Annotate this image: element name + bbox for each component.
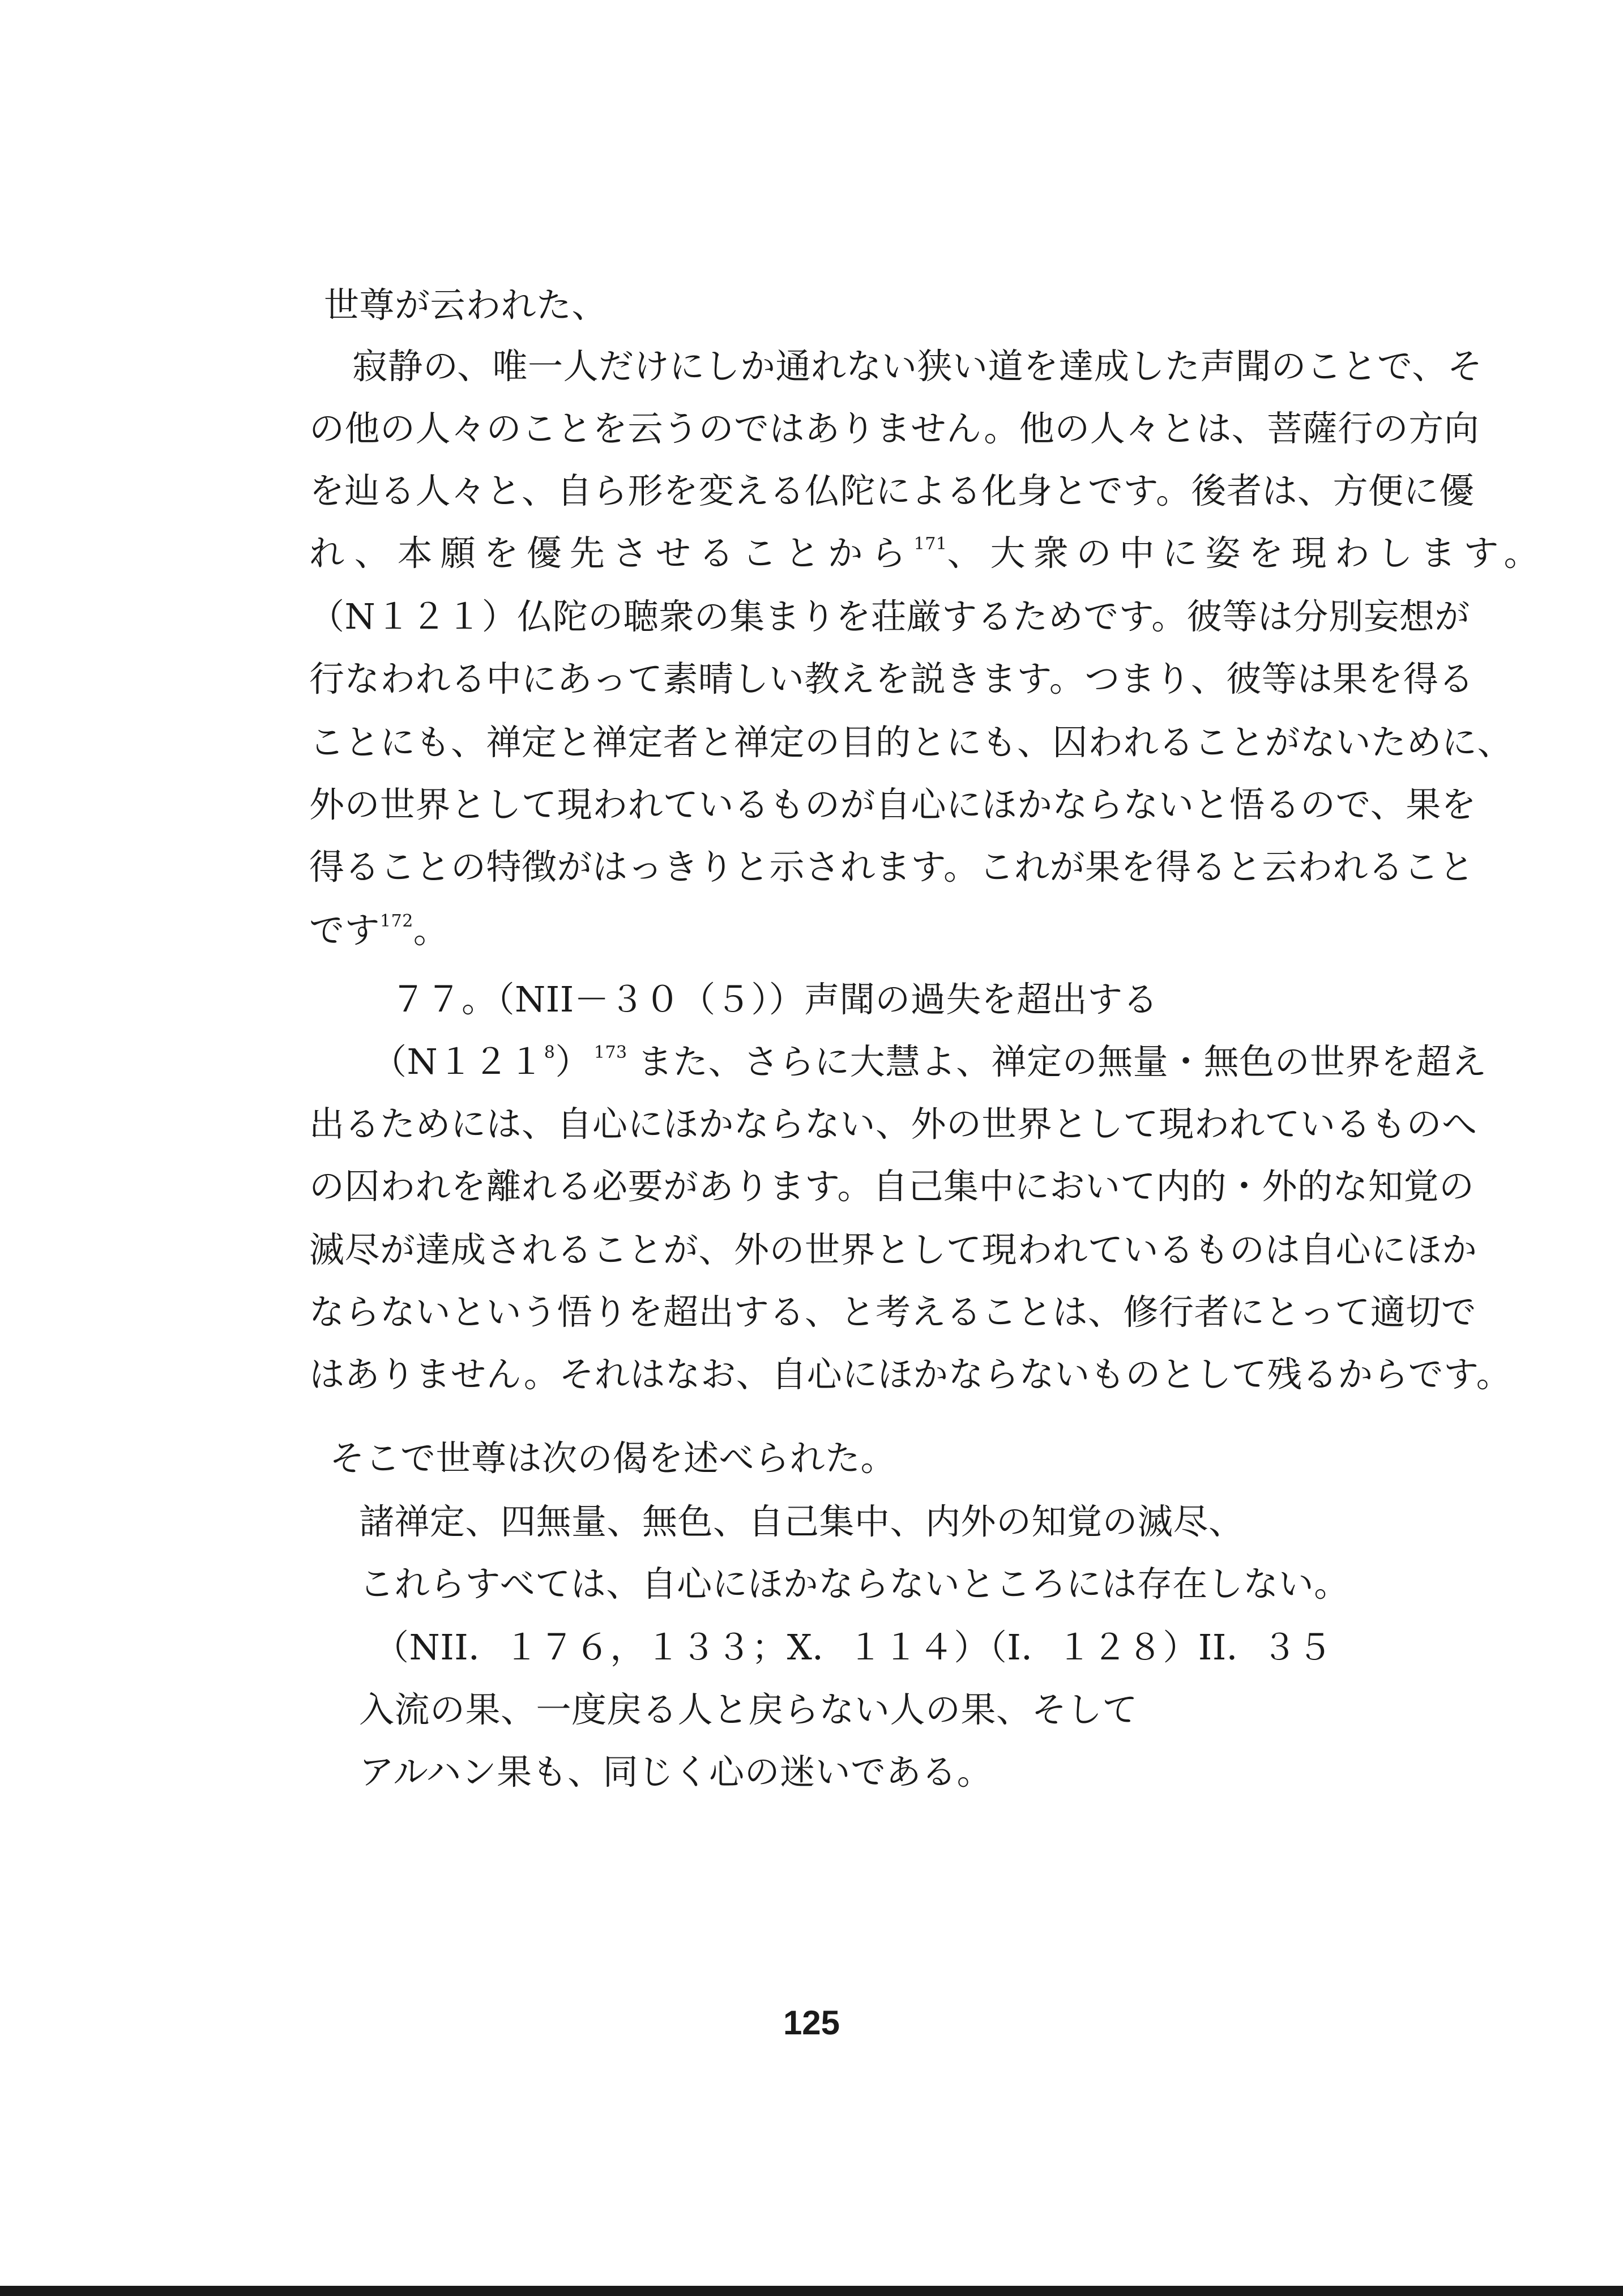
verse-line-3: 入流の果、一度戻る人と戻らない人の果、そして	[359, 1689, 1138, 1730]
verse-line-4: アルハン果も、同じく心の迷いである。	[359, 1751, 993, 1793]
verse-line-2: これらすべては、自心にほかならないところには存在しない。	[359, 1563, 1349, 1604]
text-segment: です	[309, 910, 381, 951]
text-segment: （N１２１	[371, 1041, 544, 1082]
text-line-6: （N１２１）仏陀の聴衆の集まりを荘厳するためです。彼等は分別妄想が	[309, 596, 1470, 637]
text-line-9: 外の世界として現われているものが自心にほかならないと悟るので、果を	[309, 784, 1477, 825]
text-line-7: 行なわれる中にあって素晴しい教えを説きます。つまり、彼等は果を得る	[309, 658, 1474, 699]
footnote-ref-172: 172	[380, 911, 413, 931]
text-segment: れ、本願を優先させることから	[309, 532, 914, 574]
text-line-2: 寂静の、唯一人だけにしか通れない狭い道を達成した声聞のことで、そ	[352, 345, 1483, 387]
text-segment: ）	[555, 1041, 591, 1082]
verse-reference: （NII．１７６，１３３；X．１１４）（I．１２８）II．３５	[374, 1627, 1333, 1668]
verse-line-1: 諸禅定、四無量、無色、自己集中、内外の知覚の滅尽、	[359, 1501, 1244, 1542]
text-line-16: 滅尽が達成されることが、外の世界として現われているものは自心にほか	[309, 1229, 1477, 1270]
footnote-ref-173: 173	[593, 1043, 627, 1062]
text-line-15: の囚われを離れる必要があります。自己集中において内的・外的な知覚の	[309, 1166, 1475, 1207]
text-line-3: の他の人々のことを云うのではありません。他の人々とは、菩薩行の方向	[309, 408, 1480, 449]
footnote-ref-171: 171	[913, 534, 947, 554]
text-segment: 、大衆の中に姿を現わします。	[947, 532, 1547, 574]
text-line-13	[371, 1041, 1487, 1082]
text-line-11	[309, 910, 449, 951]
superscript: 8	[544, 1043, 556, 1062]
text-segment: また、さらに大慧よ、禅定の無量・無色の世界を超え	[637, 1041, 1487, 1082]
text-line-17: ならないという悟りを超出する、と考えることは、修行者にとって適切で	[309, 1291, 1477, 1333]
text-line-5	[309, 532, 1547, 574]
text-line-18: はありません。それはなお、自心にほかならないものとして残るからです。	[309, 1354, 1512, 1395]
text-line-8: ことにも、禅定と禅定者と禅定の目的とにも、囚われることがないために、	[309, 722, 1513, 763]
text-line-19: そこで世尊は次の偈を述べられた。	[330, 1437, 896, 1479]
scan-border	[0, 2286, 1623, 2296]
page-number: 125	[783, 2004, 840, 2042]
text-line-1: 世尊が云われた、	[324, 284, 608, 326]
text-line-14: 出るためには、自心にほかならない、外の世界として現われているものへ	[309, 1103, 1477, 1145]
text-line-10: 得ることの特徴がはっきりと示されます。これが果を得ると云われること	[309, 846, 1475, 887]
section-heading: ７７。（NII－３０（５））声聞の過失を超出する	[391, 979, 1159, 1020]
text-line-4: を辿る人々と、自ら形を変える仏陀による化身とです。後者は、方便に優	[309, 470, 1475, 511]
text-segment: 。	[413, 910, 449, 951]
